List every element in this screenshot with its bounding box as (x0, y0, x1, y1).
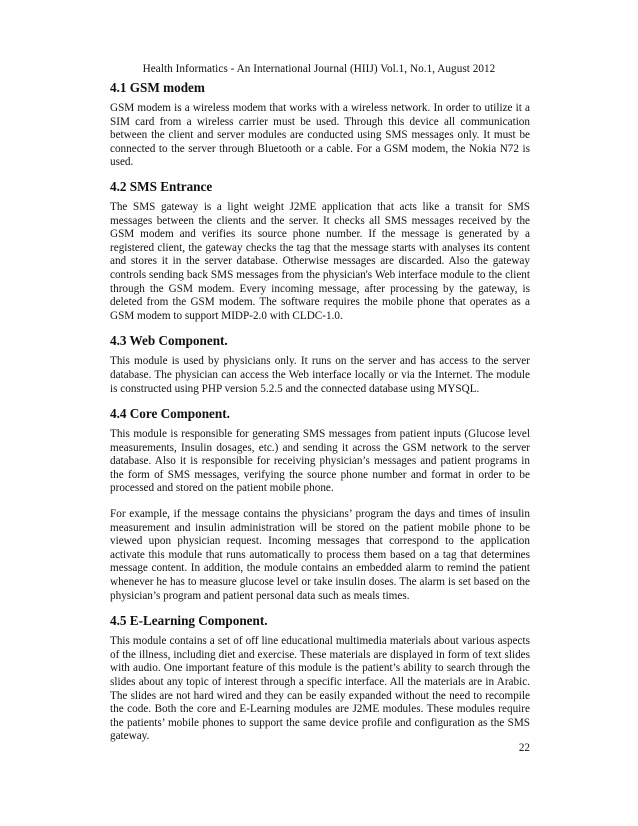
section-heading: 4.2 SMS Entrance (110, 178, 213, 194)
running-header: Health Informatics - An International Journal (HIIJ) Vol.1, No.1, August 2012 (142, 63, 496, 75)
page-number: 22 (518, 742, 530, 754)
paragraph: This module is used by physicians only. It runs on the server and has access to the server database. The physician can access the Web interface locally or via the Internet. The module is constructed using PHP version 5.2.5 and the connected database using MYSQL. (110, 355, 530, 395)
section-e-learning-component (110, 613, 530, 744)
section-gsm-modem (110, 80, 530, 170)
paragraph: For example, if the message contains the physicians’ program the days and times of insulin measurement and insulin administration will be stored on the patient mobile phone to be viewed upon physician request. Incoming messages that correspond to the application activate this module that runs automatically to process them based on a tag that determines message content. In addition, the module contains an embedded alarm to remind the patient whenever he has to measure glucose level or take insulin doses. The alarm is set based on the physician’s program and patient personal data such as meals times. (110, 508, 530, 602)
section-heading: 4.5 E-Learning Component. (110, 613, 268, 629)
paragraph: GSM modem is a wireless modem that works with a wireless network. In order to utilize it a SIM card from a wireless carrier must be used. Through this device all communication between the client and server modules are conducted using SMS messages only. It must be connected to the server through Bluetooth or a cable. For a GSM modem, the Nokia N72 is used. (110, 102, 530, 169)
section-web-component (110, 333, 530, 396)
section-sms-entrance (110, 179, 530, 323)
section-heading: 4.4 Core Component. (110, 406, 230, 422)
paragraph: The SMS gateway is a light weight J2ME application that acts like a transit for SMS messages between the clients and the server. It checks all SMS messages received by the GSM modem and verifies its source phone number. If the message is generated by a registered client, the gateway checks the tag that the message starts with analyses its content and stores it in the server database. Otherwise messages are discarded. Also the gateway controls sending back SMS messages from the physician's Web interface module to the client through the GSM modem. Every incoming message, after processing by the gateway, is deleted from the GSM modem. The software requires the mobile phone that operates as a GSM modem to support MIDP-2.0 with CLDC-1.0. (110, 200, 530, 322)
section-heading: 4.1 GSM modem (110, 80, 205, 95)
body-content (110, 80, 530, 754)
paragraph: This module contains a set of off line educational multimedia materials about various aspects of the illness, including diet and exercise. These materials are displayed in form of text slides with audio. One important feature of this module is the patient’s ability to search through the slides about any topic of interest through a specific interface. All the materials are in Arabic. The slides are not hard wired and they can be easily expanded without the need to recompile the code. Both the core and E-Learning modules are J2ME modules. These modules require the patients’ mobile phones to support the same device profile and configuration as the SMS gateway. (110, 635, 530, 743)
paragraph: This module is responsible for generating SMS messages from patient inputs (Glucose level measurements, Insulin dosages, etc.) and sending it across the GSM network to the server database. Also it is responsible for receiving physician’s messages and patient programs in the form of SMS messages, verifying the source phone number and format in order to be processed and stored on the patient mobile phone. (110, 428, 530, 495)
section-heading: 4.3 Web Component. (110, 333, 228, 349)
section-core-component (110, 406, 530, 603)
